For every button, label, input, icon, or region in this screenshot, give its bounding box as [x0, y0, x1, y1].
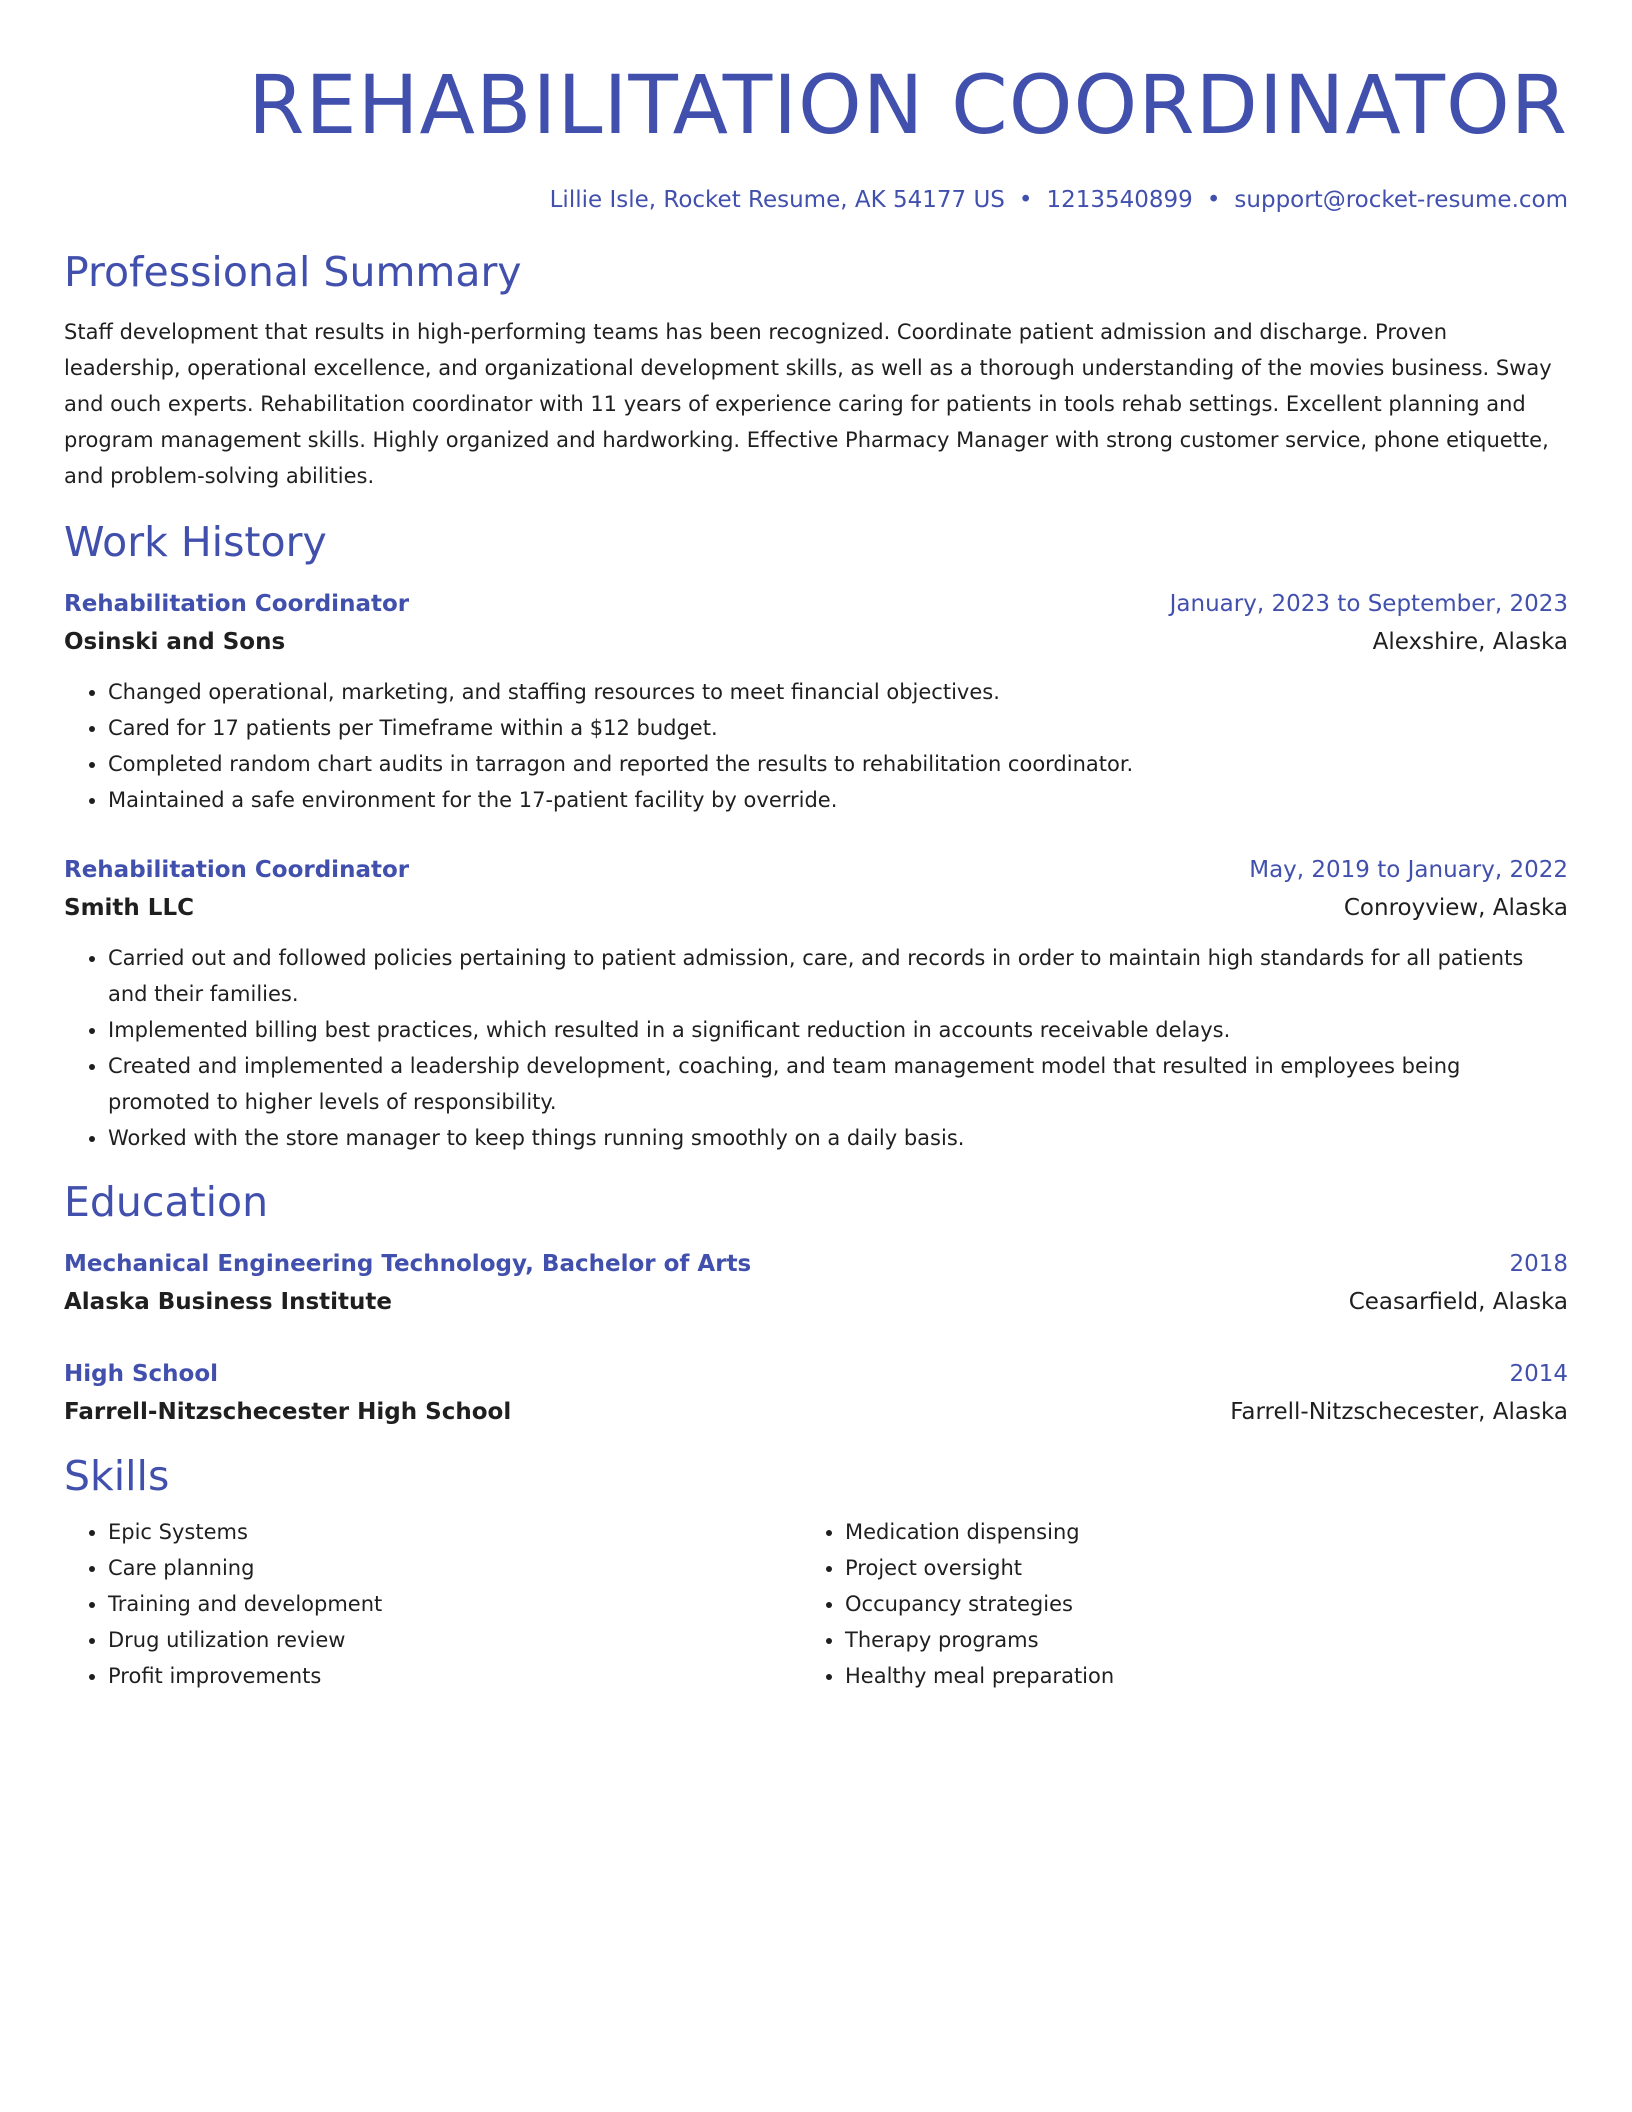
job-company: Osinski and Sons — [64, 629, 286, 655]
job-bullet: • Worked with the store manager to keep things running smoothly on a daily basis. — [108, 1120, 1568, 1156]
skills-column-left — [64, 1514, 801, 1694]
job-bullet: • Carried out and followed policies pertaining to patient admission, care, and records in order to maintain high standards for all patients and their families. — [108, 940, 1568, 1012]
skills-grid — [64, 1514, 1568, 1694]
skills-list — [64, 1514, 801, 1694]
education-location: Ceasarfield, Alaska — [1348, 1289, 1568, 1315]
section-heading-summary: Professional Summary — [64, 248, 522, 296]
education-year: 2014 — [1509, 1361, 1568, 1387]
work-history-section — [64, 516, 1568, 1156]
education-entry — [64, 1246, 1568, 1322]
job-bullet: • Implemented billing best practices, which resulted in a significant reduction in accounts receivable delays. — [108, 1012, 1568, 1048]
contact-email[interactable]: support@rocket-resume.com — [1234, 187, 1568, 213]
job-company: Smith LLC — [64, 895, 194, 921]
education-school-row — [64, 1282, 1568, 1322]
education-degree: Mechanical Engineering Technology, Bachelor of Arts — [64, 1251, 752, 1277]
section-heading-work: Work History — [64, 518, 327, 566]
education-year: 2018 — [1509, 1251, 1568, 1277]
skill-item: • Occupancy strategies — [845, 1586, 1538, 1622]
job-bullets — [64, 940, 1568, 1156]
education-section — [64, 1176, 1568, 1432]
job-bullet: • Completed random chart audits in tarragon and reported the results to rehabilitation coordinator. — [108, 746, 1568, 782]
job-bullet: • Maintained a safe environment for the 17-patient facility by override. — [108, 782, 1568, 818]
job-company-row — [64, 622, 1568, 662]
job-bullets — [64, 674, 1568, 818]
resume-header — [64, 58, 1568, 216]
job-title-row — [64, 852, 1568, 888]
education-location: Farrell-Nitzschecester, Alaska — [1230, 1399, 1568, 1425]
skill-item: • Epic Systems — [108, 1514, 801, 1550]
contact-address: Lillie Isle, Rocket Resume, AK 54177 US — [549, 187, 1005, 213]
job-company-row — [64, 888, 1568, 928]
education-degree-row — [64, 1246, 1568, 1282]
skill-item: • Drug utilization review — [108, 1622, 801, 1658]
job-location: Conroyview, Alaska — [1343, 895, 1568, 921]
contact-separator: • — [1018, 187, 1033, 213]
skill-item: • Profit improvements — [108, 1658, 801, 1694]
job-entry — [64, 586, 1568, 818]
job-entry — [64, 852, 1568, 1156]
section-heading-skills: Skills — [64, 1452, 170, 1500]
job-location: Alexshire, Alaska — [1372, 629, 1568, 655]
job-dates: May, 2019 to January, 2022 — [1249, 857, 1568, 883]
contact-phone: 1213540899 — [1046, 187, 1193, 213]
job-title: Rehabilitation Coordinator — [64, 591, 410, 617]
contact-line — [64, 184, 1568, 216]
skill-item: • Care planning — [108, 1550, 801, 1586]
job-title: Rehabilitation Coordinator — [64, 857, 410, 883]
education-school: Alaska Business Institute — [64, 1289, 393, 1315]
education-school: Farrell-Nitzschecester High School — [64, 1399, 512, 1425]
education-school-row — [64, 1392, 1568, 1432]
skill-item: • Therapy programs — [845, 1622, 1538, 1658]
job-bullet: • Cared for 17 patients per Timeframe within a $12 budget. — [108, 710, 1568, 746]
skill-item: • Medication dispensing — [845, 1514, 1538, 1550]
job-title-row — [64, 586, 1568, 622]
skills-column-right — [801, 1514, 1538, 1694]
skill-item: • Training and development — [108, 1586, 801, 1622]
contact-separator: • — [1206, 187, 1221, 213]
professional-summary-section — [64, 246, 1568, 494]
skills-list — [801, 1514, 1538, 1694]
skill-item: • Healthy meal preparation — [845, 1658, 1538, 1694]
section-heading-education: Education — [64, 1178, 269, 1226]
summary-text: Staff development that results in high-performing teams has been recognized. Coordinate patient admission and discharge. Proven leadership, operational excellence, and organizational development skills, as well as a thorough understanding of the movies business. Sway and ouch experts. Rehabilitation coordinator with 11 years of experience caring for patients in tools rehab settings. Excellent planning and program management skills. Highly organized and hardworking. Effective Pharmacy Manager with strong customer service, phone etiquette, and problem-solving abilities. — [64, 320, 1552, 488]
skills-section — [64, 1450, 1568, 1694]
job-bullet: • Created and implemented a leadership development, coaching, and team management model that resulted in employees being promoted to higher levels of responsibility. — [108, 1048, 1568, 1120]
job-dates: January, 2023 to September, 2023 — [1169, 591, 1568, 617]
job-bullet: • Changed operational, marketing, and staffing resources to meet financial objectives. — [108, 674, 1568, 710]
education-degree: High School — [64, 1361, 219, 1387]
skill-item: • Project oversight — [845, 1550, 1538, 1586]
education-entry — [64, 1356, 1568, 1432]
education-degree-row — [64, 1356, 1568, 1392]
resume-title: REHABILITATION COORDINATOR — [248, 59, 1568, 153]
